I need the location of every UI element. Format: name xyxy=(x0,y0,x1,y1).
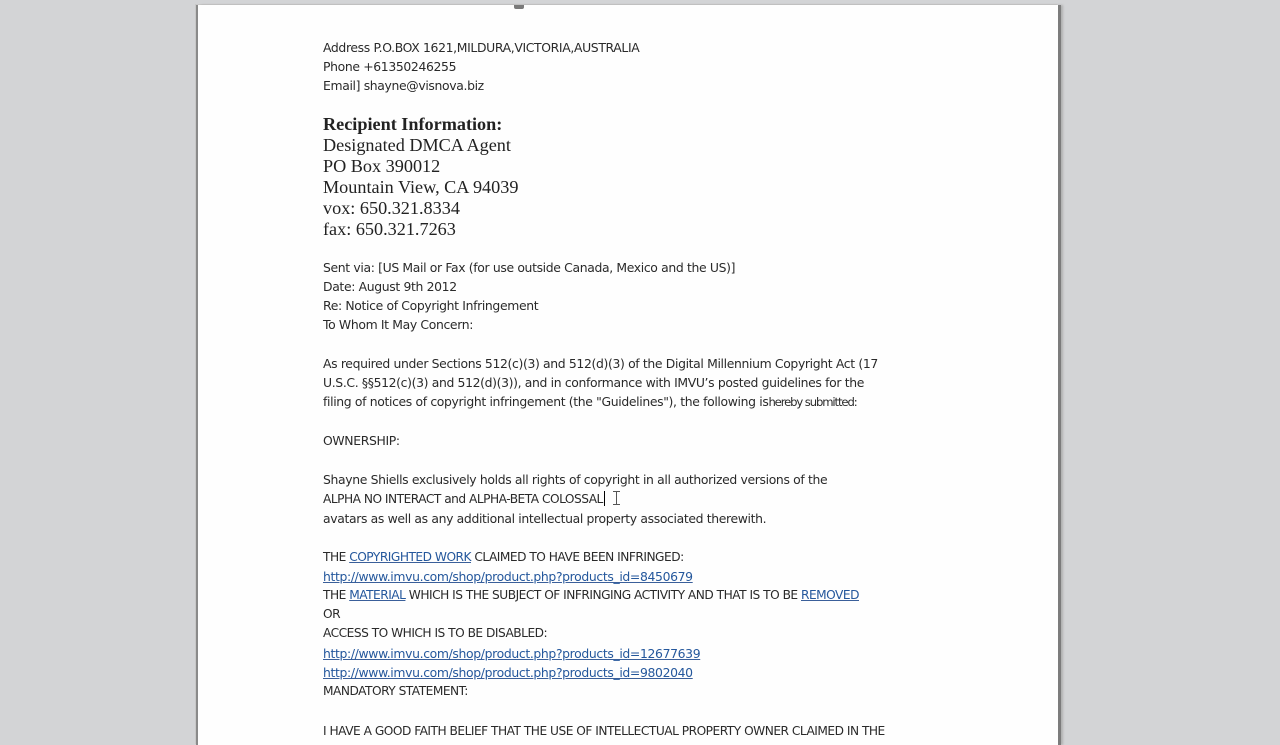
document-body[interactable] xyxy=(323,38,963,742)
document-page[interactable] xyxy=(196,5,1058,745)
ownership-products: ALPHA NO INTERACT and ALPHA-BETA COLOSSAL xyxy=(323,492,603,506)
intro-line xyxy=(323,392,963,412)
infringing-url[interactable]: http://www.imvu.com/shop/product.php?products_id=12677639 xyxy=(323,645,701,661)
mandatory-statement-partial: I HAVE A GOOD FAITH BELIEF THAT THE USE OF INTELLECTUAL PROPERTY OWNER CLAIMED IN THE xyxy=(323,724,885,739)
removed-link[interactable]: REMOVED xyxy=(801,588,859,602)
recipient-line: Mountain View, CA 94039 xyxy=(323,176,519,197)
material-link[interactable]: MATERIAL xyxy=(349,588,406,602)
text-caret xyxy=(604,491,605,506)
copyrighted-work-link[interactable]: COPYRIGHTED WORK xyxy=(349,549,471,564)
access-heading: ACCESS TO WHICH IS TO BE DISABLED: xyxy=(323,626,548,641)
or-text: OR xyxy=(323,607,341,622)
ownership-line xyxy=(323,489,963,509)
sender-address: Address P.O.BOX 1621,MILDURA,VICTORIA,AUSTRALIA xyxy=(323,40,640,55)
subject-line: Re: Notice of Copyright Infringement xyxy=(323,298,539,314)
url-line xyxy=(323,644,963,663)
heading-text: THE xyxy=(323,588,350,602)
sent-via: Sent via: [US Mail or Fax (for use outside Canada, Mexico and the US)] xyxy=(323,259,736,275)
infringing-url[interactable]: http://www.imvu.com/shop/product.php?products_id=9802040 xyxy=(323,664,693,680)
salutation: To Whom It May Concern: xyxy=(323,317,474,333)
intro-line: U.S.C. §§512(c)(3) and 512(d)(3)), and in conformance with IMVU’s posted guidelines for the xyxy=(323,374,864,390)
sender-email: Email] shayne@visnova.biz xyxy=(323,78,484,94)
intro-line-text: filing of notices of copyright infringement (the "Guidelines"), the following is xyxy=(323,394,769,410)
recipient-line: PO Box 390012 xyxy=(323,155,441,176)
heading-text: WHICH IS THE SUBJECT OF INFRINGING ACTIVITY AND THAT IS TO BE xyxy=(405,588,801,602)
copyrighted-work-url[interactable]: http://www.imvu.com/shop/product.php?products_id=8450679 xyxy=(323,568,693,584)
heading-text: THE xyxy=(323,549,350,564)
copyrighted-work-heading xyxy=(323,548,963,567)
ownership-heading: OWNERSHIP: xyxy=(323,433,400,449)
recipient-line: fax: 650.321.7263 xyxy=(323,218,456,239)
heading-text: CLAIMED TO HAVE BEEN INFRINGED: xyxy=(471,549,684,564)
material-heading xyxy=(323,586,963,605)
intro-line-end: hereby submitted: xyxy=(768,395,857,410)
url-line xyxy=(323,663,963,682)
sender-phone: Phone +61350246255 xyxy=(323,59,457,75)
recipient-line: vox: 650.321.8334 xyxy=(323,197,460,218)
url-line xyxy=(323,567,963,586)
ownership-line: avatars as well as any additional intellectual property associated therewith. xyxy=(323,511,767,527)
ownership-line: Shayne Shiells exclusively holds all rights of copyright in all authorized versions of the xyxy=(323,471,828,487)
ruler-marker[interactable] xyxy=(514,5,524,9)
ibeam-cursor-icon xyxy=(613,491,621,505)
recipient-heading: Recipient Information: xyxy=(323,113,503,134)
recipient-line: Designated DMCA Agent xyxy=(323,134,511,155)
intro-line: As required under Sections 512(c)(3) and 512(d)(3) of the Digital Millennium Copyright Act (17 xyxy=(323,355,878,371)
letter-date: Date: August 9th 2012 xyxy=(323,278,457,294)
mandatory-heading: MANDATORY STATEMENT: xyxy=(323,684,468,699)
